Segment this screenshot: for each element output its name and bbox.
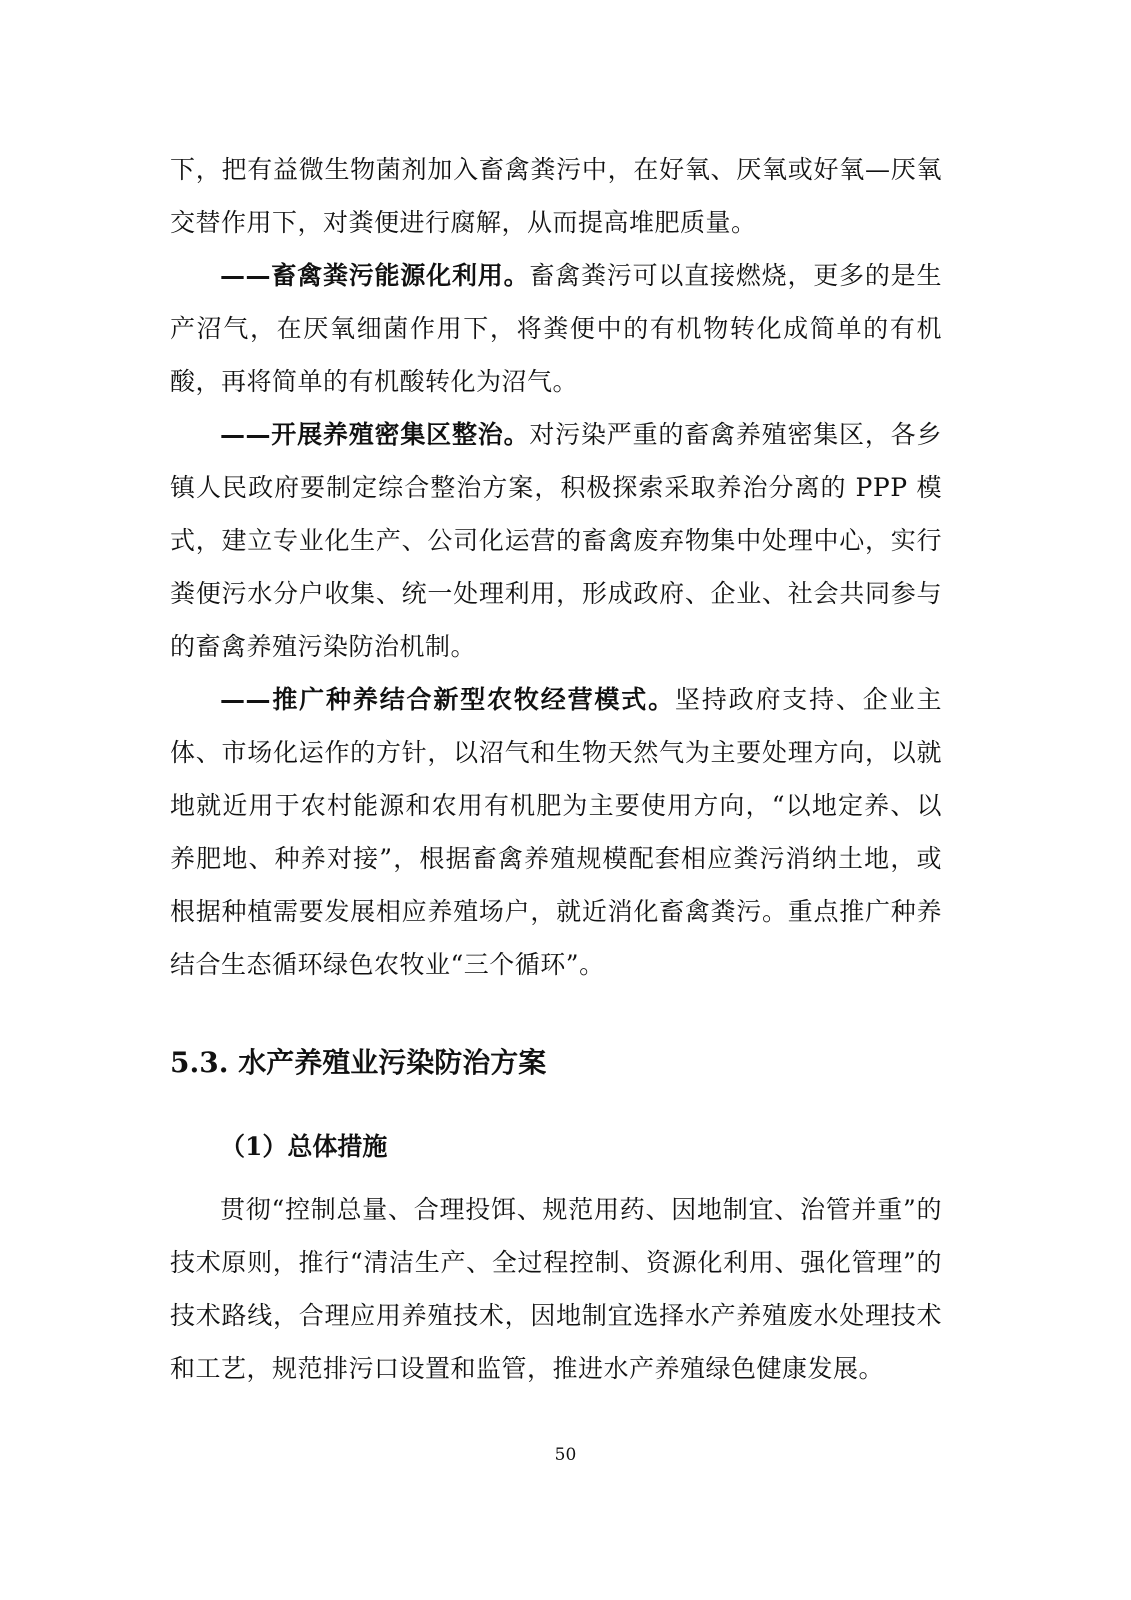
section-heading: 5.3. 水产养殖业污染防治方案	[170, 1046, 547, 1079]
paragraph-energy-utilization	[170, 249, 942, 408]
paragraph-overall-measures: 贯彻“控制总量、合理投饵、规范用药、因地制宜、治管并重”的技术原则，推行“清洁生产、全过程控制、资源化利用、强化管理”的技术路线，合理应用养殖技术，因地制宜选择水产养殖废水处理技术和工艺，规范排污口设置和监管，推进水产养殖绿色健康发展。	[170, 1195, 942, 1383]
paragraph-crop-livestock-model	[170, 673, 942, 991]
paragraph-lead: ——推广种养结合新型农牧经营模式。	[220, 685, 675, 714]
paragraph-text: 坚持政府支持、企业主体、市场化运作的方针，以沼气和生物天然气为主要处理方向，以就地就近用于农村能源和农用有机肥为主要使用方向，“以地定养、以养肥地、种养对接”，根据畜禽养殖规模配套相应粪污消纳土地，或根据种植需要发展相应养殖场户，就近消化畜禽粪污。重点推广种养结合生态循环绿色农牧业“三个循环”。	[170, 685, 942, 979]
paragraph-continuation	[170, 143, 942, 249]
body-text-top	[170, 143, 942, 991]
paragraph-lead: ——开展养殖密集区整治。	[220, 420, 530, 449]
page-number: 50	[554, 1445, 577, 1465]
paragraph-text: 下，把有益微生物菌剂加入畜禽粪污中，在好氧、厌氧或好氧—厌氧交替作用下，对粪便进行腐解，从而提高堆肥质量。	[170, 155, 942, 237]
paragraph-text: 对污染严重的畜禽养殖密集区，各乡镇人民政府要制定综合整治方案，积极探索采取养治分离的 PPP 模式，建立专业化生产、公司化运营的畜禽废弃物集中处理中心，实行粪便污水分户收集、统一处理利用，形成政府、企业、社会共同参与的畜禽养殖污染防治机制。	[170, 420, 942, 661]
paragraph-lead: ——畜禽粪污能源化利用。	[220, 261, 530, 290]
paragraph-text: 畜禽粪污可以直接燃烧，更多的是生产沼气，在厌氧细菌作用下，将粪便中的有机物转化成简单的有机酸，再将简单的有机酸转化为沼气。	[170, 261, 942, 396]
paragraph-dense-area-remediation	[170, 408, 942, 673]
subsection-heading: （1）总体措施	[220, 1132, 388, 1161]
body-text-section	[170, 1183, 942, 1395]
